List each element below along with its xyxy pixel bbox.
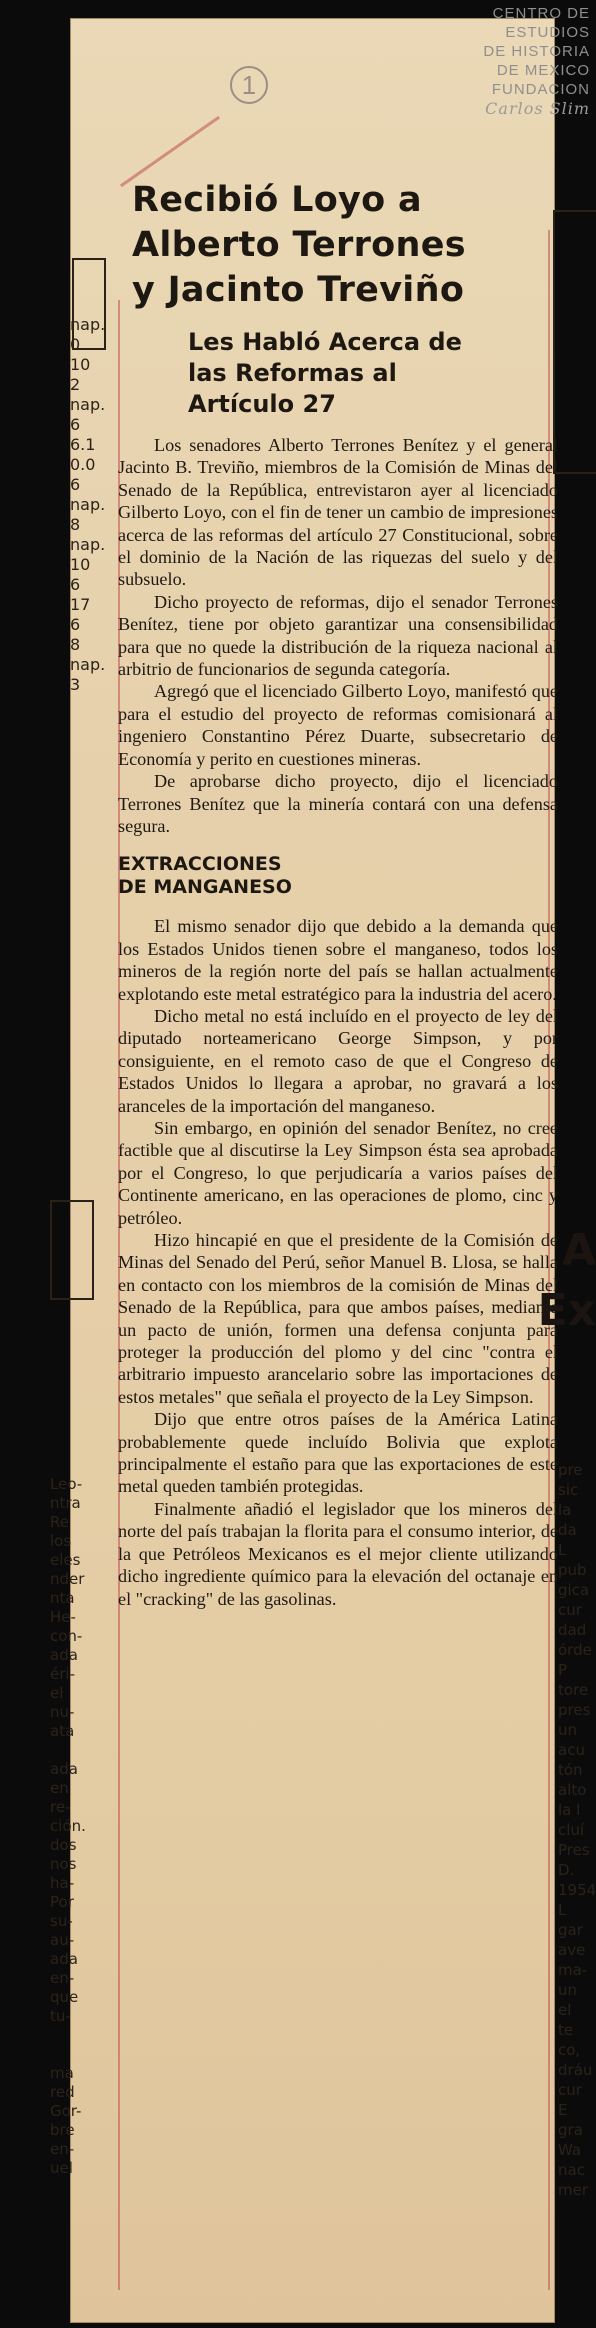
- fragment-line: te: [558, 2021, 574, 2039]
- fragment-line: 6: [70, 415, 81, 434]
- fragment-line: éri-: [50, 1665, 75, 1683]
- fragment-line: un: [558, 1721, 578, 1739]
- fragment-line: co,: [558, 2041, 581, 2059]
- fragment-line: gica: [558, 1581, 590, 1599]
- fragment-line: un: [558, 1981, 578, 1999]
- fragment-line: Re: [50, 1513, 69, 1531]
- headline-line: y Jacinto Treviño: [132, 270, 465, 310]
- paragraph: De aprobarse dicho proyecto, dijo el licenciado Terrones Benítez que la minería contará con una defensa segura.: [118, 771, 558, 836]
- paragraph: Agregó que el licenciado Gilberto Loyo, manifestó que para el estudio del proyecto de reformas comisionará al ingeniero Constantino Pérez Duarte, subsecretario de Economía y perito en cuestiones mineras.: [118, 681, 558, 769]
- fragment-line: He-: [50, 1608, 76, 1626]
- fragment-line: Leo-: [50, 1475, 83, 1493]
- fragment-line: 2: [70, 375, 81, 394]
- paragraph: Los senadores Alberto Terrones Benítez y el general Jacinto B. Treviño, miembros de la Comisión de Minas del Senado de la República, entrevistaron ayer al licenciado Gilberto Loyo, con el fin de tener un cambio de impresiones acerca de las reformas del artículo 27 Constitucional, sobre el dominio de la Nación de las riquezas del suelo y del subsuelo.: [118, 435, 558, 590]
- fragment-line: dad: [558, 1621, 587, 1639]
- fragment-line: L: [558, 1541, 567, 1559]
- watermark-line: DE MEXICO: [496, 62, 590, 79]
- fragment-line: pub: [558, 1561, 587, 1579]
- right-headline-fragment-a: A: [561, 1225, 596, 1276]
- fragment-line: los: [50, 1532, 72, 1550]
- fragment-line: 1954: [558, 1881, 596, 1899]
- watermark-line: ESTUDIOS: [505, 24, 590, 41]
- fragment-line: L: [558, 1901, 567, 1919]
- fragment-line: ada: [50, 1760, 78, 1778]
- fragment-line: uel: [50, 2159, 73, 2177]
- watermark-signature: Carlos Slim: [485, 99, 590, 118]
- fragment-line: nap.: [70, 395, 106, 414]
- fragment-line: la: [558, 1501, 572, 1519]
- article: [118, 178, 558, 1610]
- fragment-line: dos: [50, 1836, 77, 1854]
- left-column-fragment-top: [70, 315, 106, 695]
- headline-line: Alberto Terrones: [132, 225, 466, 265]
- section-heading-line: DE MANGANESO: [118, 876, 292, 899]
- fragment-line: 3: [70, 675, 81, 694]
- fragment-line: con-: [50, 1627, 83, 1645]
- fragment-line: en-: [50, 1969, 75, 1987]
- subheadline-line: Artículo 27: [188, 390, 336, 418]
- fragment-line: cur: [558, 2081, 582, 2099]
- archive-watermark: [483, 4, 590, 118]
- column-rule-box-right: [553, 210, 596, 474]
- paragraph: Dicho metal no está incluído en el proyecto de ley del diputado norteamericano George Simpson, y por consiguiente, en el remoto caso de que el Congreso de Estados Unidos lo llegara a aprobar, no gravará a los aranceles de la importación del manganeso.: [118, 1005, 558, 1116]
- paragraph: Hizo hincapié en que el presidente de la Comisión de Minas del Senado del Perú, señor Manuel B. Llosa, se halla en contacto con los miembros de la comisión de Minas del Senado de la República, para que ambos países, mediante un pacto de unión, formen una defensa conjunta para proteger la producción del plomo y del cinc "contra el arbitrario impuesto arancelario sobre las importaciones de estos metales" que señala el proyecto de la Ley Simpson.: [118, 1230, 558, 1407]
- fragment-line: 6: [70, 615, 81, 634]
- fragment-line: gra: [558, 2121, 583, 2139]
- fragment-line: alto: [558, 1781, 587, 1799]
- watermark-line: CENTRO DE: [492, 5, 590, 22]
- fragment-line: mer: [558, 2181, 589, 2199]
- fragment-line: [50, 1741, 90, 1760]
- fragment-line: dráu: [558, 2061, 593, 2079]
- fragment-line: que: [50, 1988, 79, 2006]
- fragment-line: ma: [50, 2064, 74, 2082]
- fragment-line: ha-: [50, 1874, 75, 1892]
- fragment-line: P: [558, 1661, 568, 1679]
- fragment-line: la l: [558, 1801, 581, 1819]
- fragment-line: nap.: [70, 315, 106, 334]
- paragraph: Finalmente añadió el legislador que los mineros del norte del país trabajan la florita para el consumo interior, de la que Petróleos Mexicanos es el mejor cliente utilizando dicho ingrediente químico para la elevación del octanaje en el "cracking" de las gasolinas.: [118, 1498, 558, 1609]
- fragment-line: pres: [558, 1701, 591, 1719]
- fragment-line: pre: [558, 1461, 583, 1479]
- fragment-line: 10: [70, 355, 91, 374]
- fragment-line: Gor-: [50, 2102, 82, 2120]
- fragment-line: nu-: [50, 1703, 75, 1721]
- fragment-line: [50, 2045, 90, 2064]
- subheadline-line: las Reformas al: [188, 359, 397, 387]
- fragment-line: re-: [50, 1798, 71, 1816]
- page-number-stamp: 1: [230, 66, 268, 104]
- fragment-line: au-: [50, 1931, 75, 1949]
- fragment-line: D.: [558, 1861, 575, 1879]
- fragment-line: sic: [558, 1481, 579, 1499]
- fragment-line: 6.1: [70, 435, 96, 454]
- watermark-line: FUNDACION: [491, 81, 590, 98]
- fragment-line: bre: [50, 2121, 75, 2139]
- fragment-line: cluí: [558, 1821, 585, 1839]
- fragment-line: da: [558, 1521, 577, 1539]
- headline: [132, 178, 558, 313]
- column-rule-box-mid: [50, 1200, 94, 1300]
- fragment-line: órde: [558, 1641, 592, 1659]
- fragment-line: ada: [50, 1950, 78, 1968]
- fragment-line: su-: [50, 1912, 73, 1930]
- fragment-line: el: [50, 1684, 64, 1702]
- fragment-line: red: [50, 2083, 75, 2101]
- fragment-line: tu-: [50, 2007, 71, 2025]
- fragment-line: gar: [558, 1921, 583, 1939]
- fragment-line: ción.: [50, 1817, 86, 1835]
- subheadline: [188, 327, 558, 420]
- fragment-line: ada: [50, 1646, 78, 1664]
- fragment-line: ma-: [558, 1961, 588, 1979]
- fragment-line: [50, 2026, 90, 2045]
- fragment-line: Pres: [558, 1841, 590, 1859]
- fragment-line: en: [50, 1779, 69, 1797]
- fragment-line: ntra: [50, 1494, 81, 1512]
- fragment-line: E: [558, 2101, 568, 2119]
- fragment-line: Wa: [558, 2141, 582, 2159]
- fragment-line: en-: [50, 2140, 75, 2158]
- fragment-line: nac: [558, 2161, 585, 2179]
- fragment-line: 6: [70, 475, 81, 494]
- right-column-fragment: [558, 1460, 596, 2200]
- article-body: [118, 434, 558, 1610]
- subheadline-line: Les Habló Acerca de: [188, 328, 462, 356]
- paragraph: Sin embargo, en opinión del senador Benítez, no cree factible que al discutirse la Ley Simpson ésta sea aprobada por el Congreso, lo que perjudicaría a varios países del Continente americano, en las operaciones de plomo, cinc y petróleo.: [118, 1117, 558, 1228]
- fragment-line: Por: [50, 1893, 74, 1911]
- fragment-line: tore: [558, 1681, 589, 1699]
- section-heading-line: EXTRACCIONES: [118, 853, 282, 876]
- fragment-line: tón: [558, 1761, 583, 1779]
- fragment-line: 8: [70, 515, 81, 534]
- fragment-line: acu: [558, 1741, 585, 1759]
- fragment-line: nos: [50, 1855, 77, 1873]
- headline-line: Recibió Loyo a: [132, 180, 422, 220]
- fragment-line: cur: [558, 1601, 582, 1619]
- fragment-line: 8: [70, 635, 81, 654]
- fragment-line: ave: [558, 1941, 586, 1959]
- fragment-line: 10: [70, 555, 91, 574]
- paragraph: Dicho proyecto de reformas, dijo el senador Terrones Benítez, tiene por objeto garantizar una consensibilidad para que no quede la distribución de la riqueza nacional al arbitrio de funcionarios de segunda categoría.: [118, 591, 558, 680]
- fragment-line: nta: [50, 1589, 75, 1607]
- fragment-line: ata: [50, 1722, 75, 1740]
- fragment-line: eles: [50, 1551, 81, 1569]
- right-headline-fragment-ex: Ex: [537, 1285, 596, 1336]
- fragment-line: nap.: [70, 655, 106, 674]
- fragment-line: nder: [50, 1570, 85, 1588]
- fragment-line: 0.0: [70, 455, 96, 474]
- fragment-line: nap.: [70, 535, 106, 554]
- fragment-line: 17: [70, 595, 91, 614]
- paragraph: Dijo que entre otros países de la América Latina probablemente quede incluído Bolivia que explota principalmente el estaño para que las exportaciones de este metal queden también protegidas.: [118, 1409, 558, 1497]
- fragment-line: 6: [70, 575, 81, 594]
- section-heading: [118, 853, 558, 899]
- paragraph: El mismo senador dijo que debido a la demanda que los Estados Unidos tienen sobre el manganeso, todos los mineros de la región norte del país se hallan actualmente explotando este metal estratégico para la industria del acero.: [118, 916, 558, 1004]
- fragment-line: 0.: [70, 335, 86, 354]
- fragment-line: el: [558, 2001, 572, 2019]
- left-column-fragment-bottom: [50, 1475, 90, 2178]
- watermark-line: DE HISTORIA: [483, 43, 590, 60]
- fragment-line: nap.: [70, 495, 106, 514]
